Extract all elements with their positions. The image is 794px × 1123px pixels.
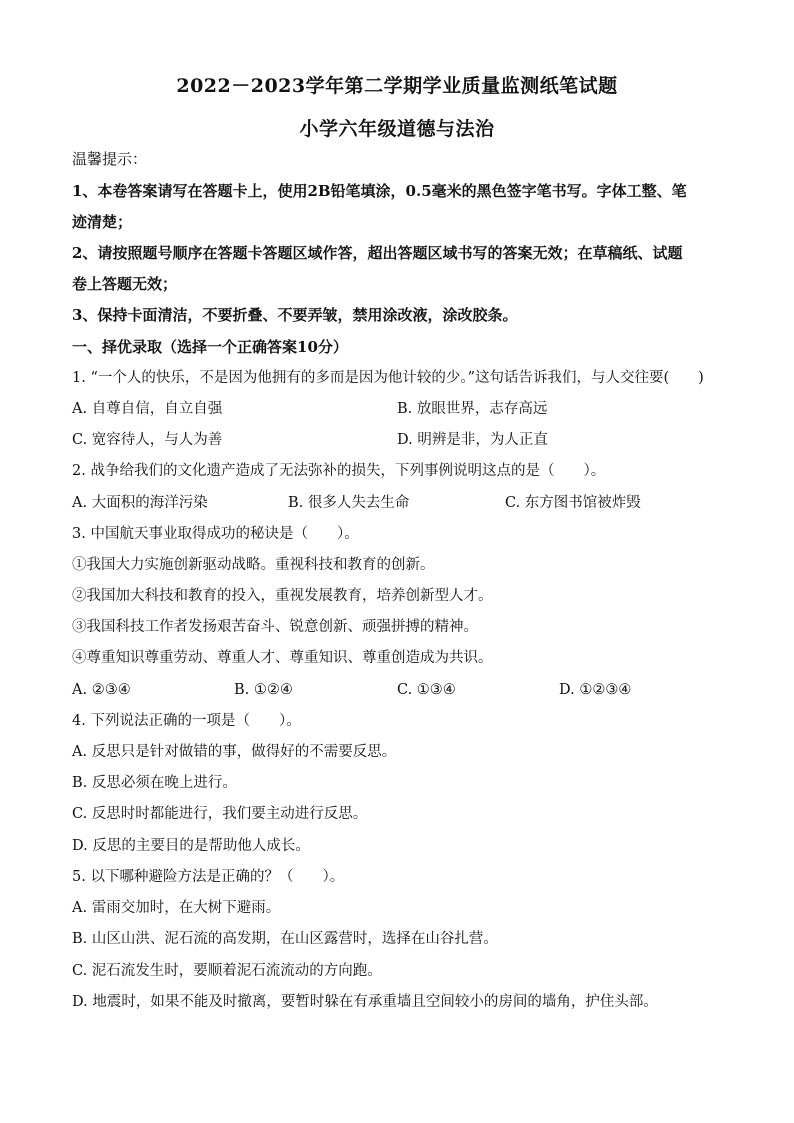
question-2-option-b: B. 很多人失去生命 — [288, 495, 410, 511]
question-5-option-c: C. 泥石流发生时，要顺着泥石流流动的方向跑。 — [72, 963, 382, 979]
question-2-stem: 2. 战争给我们的文化遗产造成了无法弥补的损失，下列事例说明这点的是（ ）。 — [72, 463, 606, 479]
question-2-option-a: A. 大面积的海洋污染 — [72, 495, 208, 511]
question-3-statement-3: ③我国科技工作者发扬艰苦奋斗、锐意创新、顽强拼搏的精神。 — [72, 619, 478, 635]
tip-3: 3、保持卡面清洁，不要折叠、不要弄皱，禁用涂改液，涂改胶条。 — [72, 306, 518, 324]
question-3-option-c: C. ①③④ — [397, 682, 456, 698]
question-5-option-d: D. 地震时，如果不能及时撤离，要暂时躲在有承重墙且空间较小的房间的墙角，护住头部。 — [72, 994, 658, 1010]
question-3-stem: 3. 中国航天事业取得成功的秘诀是（ ）。 — [72, 526, 359, 542]
question-1-option-d: D. 明辨是非，为人正直 — [397, 432, 548, 448]
tip-2-line-1: 2、请按照题号顺序在答题卡答题区域作答，超出答题区域书写的答案无效；在草稿纸、试题 — [72, 244, 683, 262]
question-1-stem: 1. “一个人的快乐，不是因为他拥有的多而是因为他计较的少。”这句话告诉我们，与人交往要( ) — [72, 370, 704, 386]
question-3-statement-2: ②我国加大科技和教育的投入，重视发展教育，培养创新型人才。 — [72, 588, 493, 604]
question-4-option-d: D. 反思的主要目的是帮助他人成长。 — [72, 838, 310, 854]
question-1-option-b: B. 放眼世界，志存高远 — [397, 401, 548, 417]
question-3-option-d: D. ①②③④ — [559, 682, 632, 698]
question-4-option-c: C. 反思时时都能进行，我们要主动进行反思。 — [72, 806, 368, 822]
question-1-option-a: A. 自尊自信，自立自强 — [72, 401, 223, 417]
tip-1-line-1: 1、本卷答案请写在答题卡上，使用2B铅笔填涂，0.5毫米的黑色签字笔书写。字体工整、笔 — [72, 182, 687, 200]
question-5-stem: 5. 以下哪种避险方法是正确的？（ ）。 — [72, 869, 345, 885]
question-2-option-c: C. 东方图书馆被炸毁 — [505, 495, 641, 511]
question-5-option-b: B. 山区山洪、泥石流的高发期，在山区露营时，选择在山谷扎营。 — [72, 931, 498, 947]
question-5-option-a: A. 雷雨交加时，在大树下避雨。 — [72, 900, 281, 916]
question-3-statement-4: ④尊重知识尊重劳动、尊重人才、尊重知识、尊重创造成为共识。 — [72, 650, 493, 666]
exam-title: 2022－2023学年第二学期学业质量监测纸笔试题 — [176, 75, 618, 97]
question-3-option-a: A. ②③④ — [72, 682, 131, 698]
tips-heading: 温馨提示： — [72, 150, 148, 168]
tip-2-line-2: 卷上答题无效； — [72, 275, 178, 293]
exam-subtitle: 小学六年级道德与法治 — [299, 118, 495, 140]
tip-1-line-2: 迹清楚； — [72, 213, 133, 231]
question-4-stem: 4. 下列说法正确的一项是（ ）。 — [72, 713, 301, 729]
question-4-option-b: B. 反思必须在晚上进行。 — [72, 775, 237, 791]
question-4-option-a: A. 反思只是针对做错的事，做得好的不需要反思。 — [72, 744, 397, 760]
question-3-statement-1: ①我国大力实施创新驱动战略。重视科技和教育的创新。 — [72, 557, 435, 573]
question-3-option-b: B. ①②④ — [234, 682, 293, 698]
section-1-heading: 一、择优录取（选择一个正确答案10分） — [72, 338, 348, 356]
question-1-option-c: C. 宽容待人，与人为善 — [72, 432, 223, 448]
